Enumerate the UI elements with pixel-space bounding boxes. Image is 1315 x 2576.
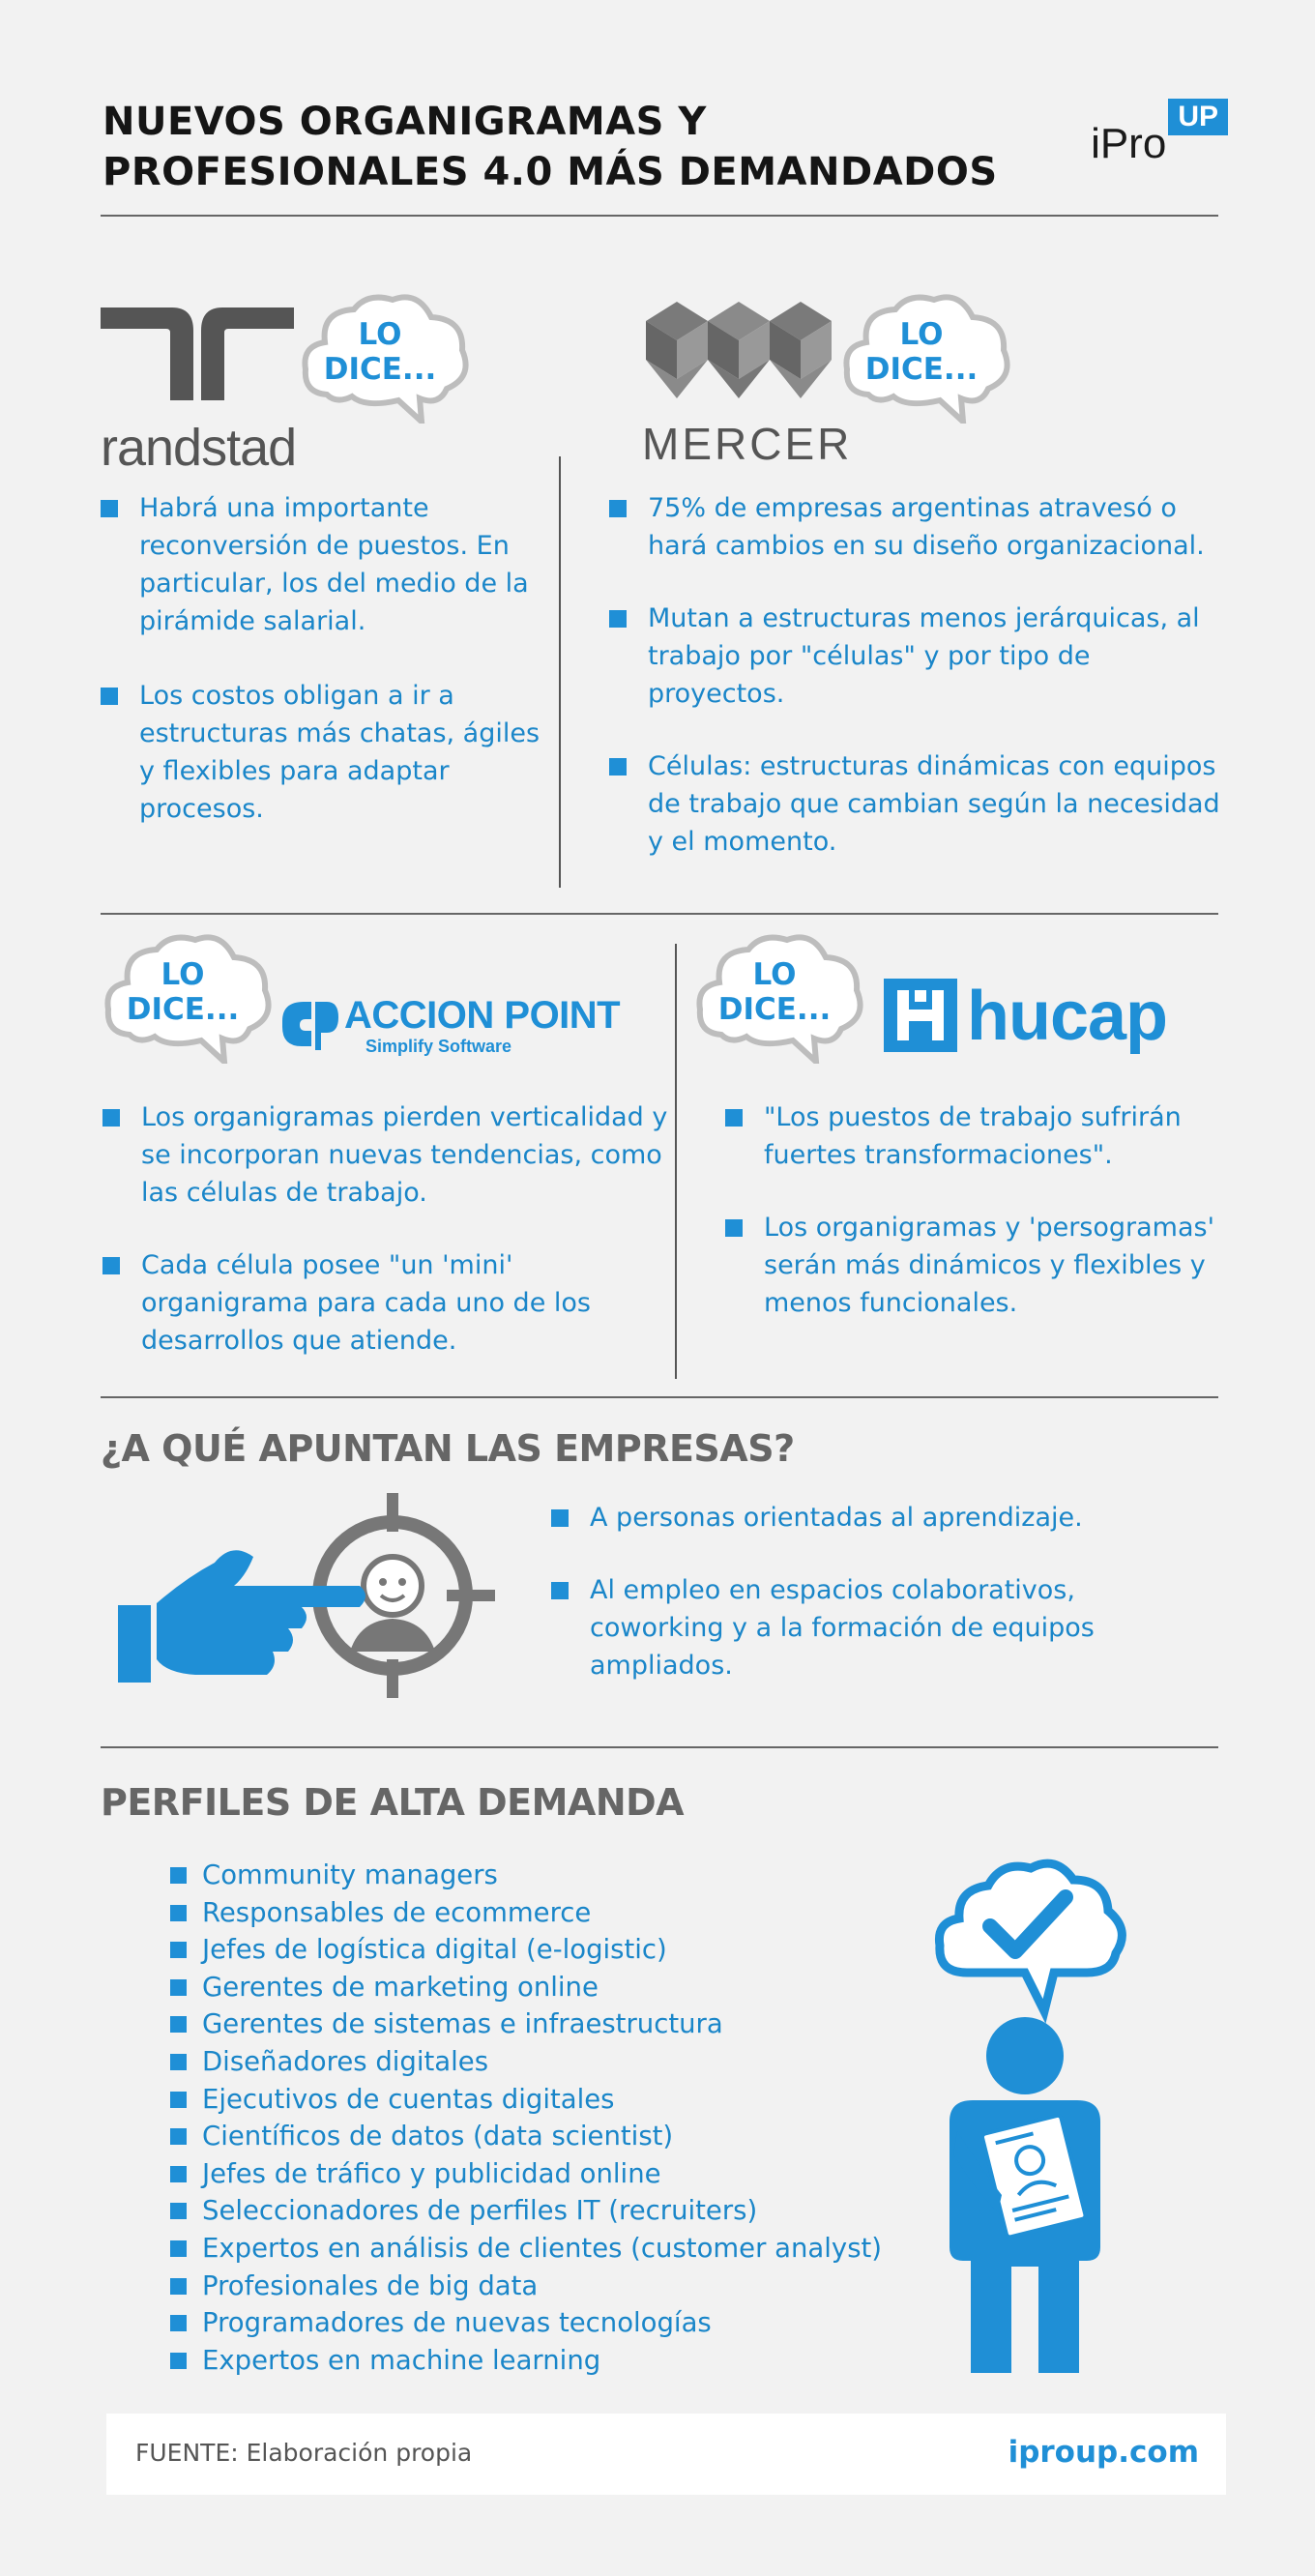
list-item: Al empleo en espacios colaborativos, coworking y a la formación de equipos ampliados. — [551, 1571, 1151, 1684]
bubble-label: LO DICE... — [126, 957, 240, 1027]
list-item: Cada célula posee "un 'mini' organigrama para cada uno de los desarrollos que atiende. — [102, 1246, 673, 1360]
mercer-bubble — [839, 288, 1013, 427]
list-item: Células: estructuras dinámicas con equipos de trabajo que cambian según la necesidad y el momento. — [609, 747, 1228, 861]
list-item: "Los puestos de trabajo sufrirán fuertes transformaciones". — [725, 1098, 1247, 1174]
title-line-2: PROFESIONALES 4.0 MÁS DEMANDADOS — [102, 150, 998, 194]
list-item: Los organigramas pierden verticalidad y se incorporan nuevas tendencias, como las células de trabajo. — [102, 1098, 673, 1212]
hucap-brand: hucap — [967, 978, 1168, 1055]
list-item: Gerentes de marketing online — [170, 1969, 963, 2006]
list-item: Los organigramas y 'persogramas' serán más dinámicos y flexibles y menos funcionales. — [725, 1209, 1247, 1322]
accionpoint-brand: ACCION POINT — [344, 994, 621, 1037]
list-item: Seleccionadores de perfiles IT (recruiters) — [170, 2192, 963, 2230]
list-item: Expertos en análisis de clientes (customer analyst) — [170, 2230, 963, 2268]
title-line-1: NUEVOS ORGANIGRAMAS Y — [102, 100, 707, 144]
section-divider — [101, 913, 1218, 915]
section-divider — [101, 1746, 1218, 1748]
list-item: Responsables de ecommerce — [170, 1894, 963, 1932]
targets-title: ¿A QUÉ APUNTAN LAS EMPRESAS? — [101, 1427, 795, 1470]
footer-source: FUENTE: Elaboración propia — [135, 2439, 473, 2467]
hucap-bullet-list — [725, 1098, 1247, 1322]
person-with-checkmark-icon — [890, 1841, 1170, 2383]
randstad-logo-icon — [101, 307, 294, 400]
accionpoint-bubble — [101, 928, 275, 1068]
list-item: Gerentes de sistemas e infraestructura — [170, 2005, 963, 2043]
accionpoint-logo-icon — [278, 990, 340, 1052]
list-item: Programadores de nuevas tecnologías — [170, 2304, 963, 2342]
section-divider — [101, 1396, 1218, 1398]
mercer-bullet-list — [609, 489, 1228, 861]
hand-pointing-target-icon — [118, 1489, 505, 1702]
footer-site-link[interactable]: iproup.com — [1008, 2435, 1199, 2470]
list-item: Ejecutivos de cuentas digitales — [170, 2081, 963, 2119]
list-item: Expertos en machine learning — [170, 2342, 963, 2380]
list-item: Diseñadores digitales — [170, 2043, 963, 2081]
bubble-label: LO DICE... — [864, 317, 979, 387]
list-item: Jefes de tráfico y publicidad online — [170, 2155, 963, 2193]
list-item: Community managers — [170, 1857, 963, 1894]
bubble-label: LO DICE... — [323, 317, 437, 387]
list-item: Científicos de datos (data scientist) — [170, 2118, 963, 2155]
randstad-bullet-list — [101, 489, 545, 828]
targets-bullet-list — [551, 1499, 1151, 1684]
hucap-bubble — [692, 928, 866, 1068]
randstad-brand: randstad — [101, 419, 297, 477]
list-item: Mutan a estructuras menos jerárquicas, al trabajo por "células" y por tipo de proyectos. — [609, 600, 1228, 713]
column-divider — [559, 456, 561, 888]
list-item: Profesionales de big data — [170, 2268, 963, 2305]
accionpoint-bullet-list — [102, 1098, 673, 1360]
footer — [106, 2414, 1226, 2495]
list-item: Jefes de logística digital (e-logistic) — [170, 1931, 963, 1969]
bubble-label: LO DICE... — [717, 957, 832, 1027]
list-item: Los costos obligan a ir a estructuras más chatas, ágiles y flexibles para adaptar procesos. — [101, 677, 545, 828]
list-item: A personas orientadas al aprendizaje. — [551, 1499, 1151, 1537]
list-item: Habrá una importante reconversión de puestos. En particular, los del medio de la pirámide salarial. — [101, 489, 545, 640]
list-item: 75% de empresas argentinas atravesó o hará cambios en su diseño organizacional. — [609, 489, 1228, 565]
mercer-brand: MERCER — [642, 419, 853, 469]
logo-badge: UP — [1168, 99, 1228, 135]
randstad-bubble — [298, 288, 472, 427]
profiles-list — [170, 1857, 963, 2379]
hucap-logo-icon — [884, 979, 957, 1052]
header-divider — [101, 215, 1218, 217]
mercer-logo-icon — [646, 302, 832, 398]
ipro-up-logo — [1091, 99, 1228, 168]
page-title — [102, 97, 998, 197]
logo-text: iPro — [1091, 120, 1167, 167]
accionpoint-tagline: Simplify Software — [365, 1037, 512, 1056]
profiles-title: PERFILES DE ALTA DEMANDA — [101, 1781, 685, 1824]
column-divider — [675, 944, 677, 1379]
